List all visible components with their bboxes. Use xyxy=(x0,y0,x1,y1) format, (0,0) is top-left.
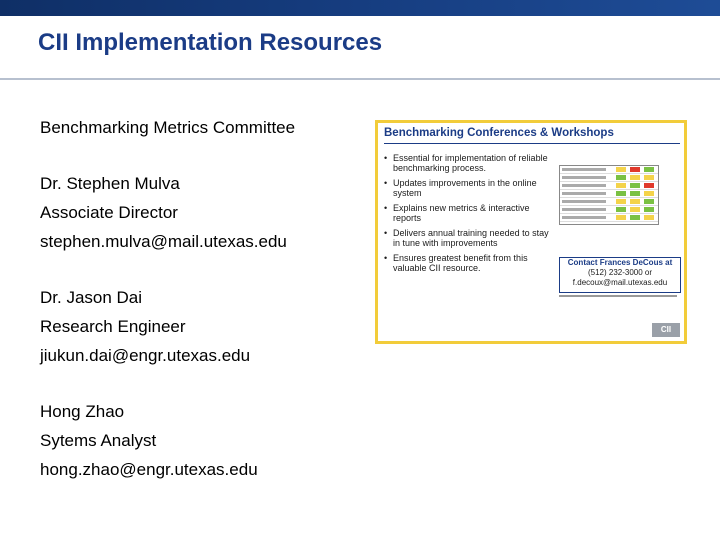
mini-cell xyxy=(644,191,654,196)
mini-cell xyxy=(616,167,626,172)
thumbnail-bullet-list xyxy=(384,153,554,278)
mini-cell xyxy=(630,191,640,196)
thumbnail-contact-box xyxy=(559,257,681,293)
contact-role: Sytems Analyst xyxy=(40,431,157,450)
thumbnail-bullet: • Explains new metrics & interactive reports xyxy=(384,203,554,223)
contact-role: Research Engineer xyxy=(40,317,186,336)
contact-role: Associate Director xyxy=(40,203,178,222)
mini-cell xyxy=(616,207,626,212)
mini-cell xyxy=(616,183,626,188)
mini-cell xyxy=(644,207,654,212)
mini-cell xyxy=(616,175,626,180)
mini-table-row xyxy=(560,214,658,222)
mini-table-row xyxy=(560,198,658,206)
thumbnail-bullet: • Ensures greatest benefit from this valuable CII resource. xyxy=(384,253,554,273)
mini-row-label xyxy=(562,208,606,211)
top-banner xyxy=(0,0,720,16)
mini-table-row xyxy=(560,174,658,182)
mini-cell xyxy=(630,207,640,212)
mini-cell xyxy=(630,175,640,180)
contact-name: Dr. Stephen Mulva xyxy=(40,174,180,193)
committee-name xyxy=(40,113,295,142)
contact-block xyxy=(40,283,250,370)
mini-cell xyxy=(630,199,640,204)
thumbnail-bullet: • Essential for implementation of reliable benchmarking process. xyxy=(384,153,554,173)
mini-cell xyxy=(616,215,626,220)
thumbnail-bullet: • Delivers annual training needed to stay in tune with improvements xyxy=(384,228,554,248)
page-title: CII Implementation Resources xyxy=(38,29,383,56)
contact-block xyxy=(40,397,258,484)
mini-cell xyxy=(644,175,654,180)
mini-cell xyxy=(630,215,640,220)
mini-cell xyxy=(644,215,654,220)
mini-row-label xyxy=(562,192,606,195)
mini-cell xyxy=(630,183,640,188)
mini-cell xyxy=(644,167,654,172)
contact-box-phone: (512) 232-3000 or xyxy=(587,268,653,277)
mini-cell xyxy=(616,199,626,204)
mini-table-row xyxy=(560,190,658,198)
contact-box-email: f.decoux@mail.utexas.edu xyxy=(572,278,668,287)
committee-label: Benchmarking Metrics Committee xyxy=(40,118,296,137)
contact-name: Dr. Jason Dai xyxy=(40,288,143,307)
mini-row-label xyxy=(562,200,606,203)
mini-row-label xyxy=(562,176,606,179)
thumbnail-title: Benchmarking Conferences & Workshops xyxy=(384,127,614,139)
mini-cell xyxy=(644,183,654,188)
mini-cell xyxy=(644,199,654,204)
slide-thumbnail xyxy=(375,120,687,344)
contact-name: Hong Zhao xyxy=(40,402,125,421)
mini-row-label xyxy=(562,184,606,187)
thumbnail-bullet: • Updates improvements in the online system xyxy=(384,178,554,198)
mini-table-row xyxy=(560,182,658,190)
title-divider xyxy=(0,78,720,80)
mini-table-row xyxy=(560,166,658,174)
mini-table-row xyxy=(560,206,658,214)
mini-row-label xyxy=(562,216,606,219)
mini-cell xyxy=(616,191,626,196)
thumbnail-divider xyxy=(384,143,680,144)
contact-email[interactable]: jiukun.dai@engr.utexas.edu xyxy=(40,346,251,365)
contact-email[interactable]: hong.zhao@engr.utexas.edu xyxy=(40,460,258,479)
contact-block xyxy=(40,169,287,256)
mini-report-table xyxy=(559,165,659,225)
thumbnail-footnote-line xyxy=(559,295,677,297)
contact-email[interactable]: stephen.mulva@mail.utexas.edu xyxy=(40,232,287,251)
mini-row-label xyxy=(562,168,606,171)
mini-cell xyxy=(630,167,640,172)
cii-logo: CII xyxy=(652,323,680,337)
contact-box-heading: Contact Frances DeCous at xyxy=(567,258,673,267)
